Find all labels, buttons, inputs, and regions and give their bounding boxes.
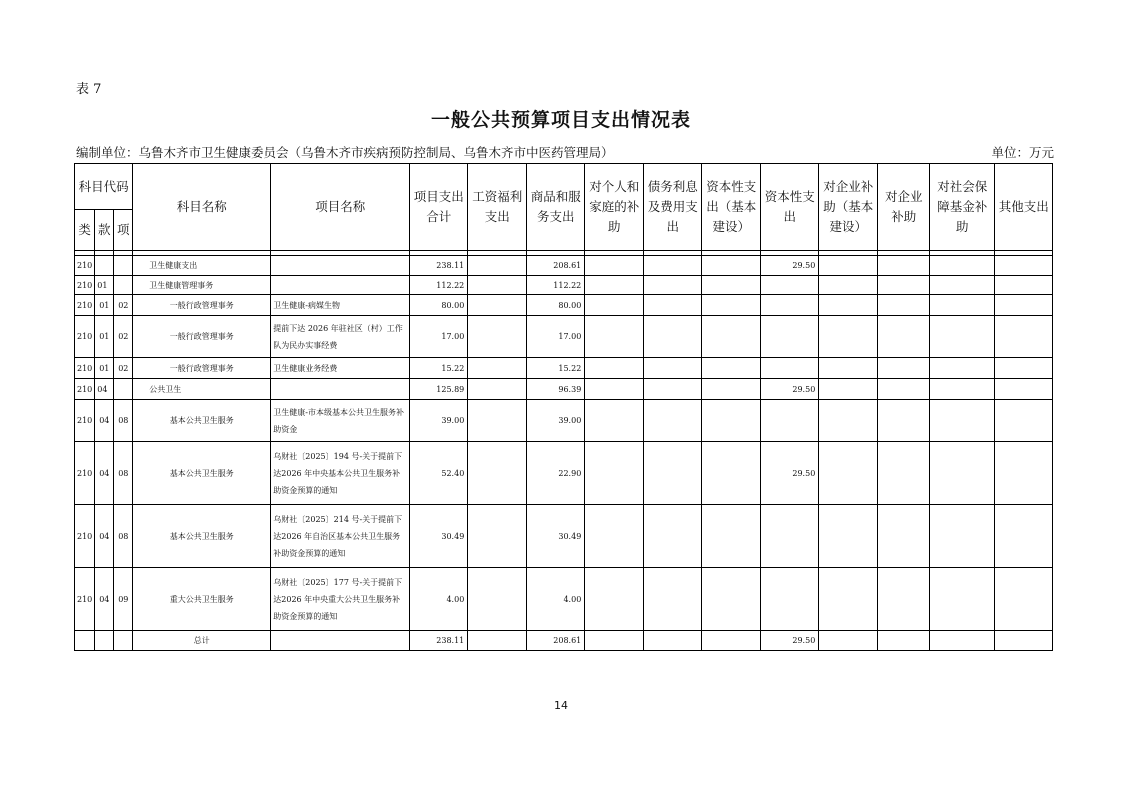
total-row: [75, 631, 1053, 651]
cell-other: [995, 316, 1053, 358]
page-number: 14: [554, 699, 568, 712]
header-lei: 类: [75, 210, 95, 251]
total-capital: 29.50: [761, 631, 819, 651]
cell-personal: [585, 505, 644, 568]
table-row: [75, 379, 1053, 400]
cell-lei: 210: [75, 316, 95, 358]
cell-enterprise: [878, 568, 930, 631]
cell-salary: [468, 358, 527, 379]
cell-salary: [468, 256, 527, 276]
cell-personal: [585, 358, 644, 379]
cell-goods: 22.90: [527, 442, 585, 505]
cell-debt: [644, 442, 702, 505]
cell-enterprise: [878, 256, 930, 276]
cell-enterprise-basic: [819, 400, 878, 442]
cell-other: [995, 568, 1053, 631]
cell-debt: [644, 316, 702, 358]
cell-enterprise-basic: [819, 568, 878, 631]
cell-capital-basic: [702, 379, 761, 400]
cell-xiang: 08: [114, 505, 133, 568]
cell-capital: [761, 316, 819, 358]
cell-other: [995, 505, 1053, 568]
cell-social: [930, 568, 995, 631]
cell-lei: 210: [75, 358, 95, 379]
cell-enterprise-basic: [819, 295, 878, 316]
cell-project: 乌财社〔2025〕177 号-关于提前下达2026 年中央重大公共卫生服务补助资金预算的通知: [271, 568, 410, 631]
cell-capital-basic: [702, 400, 761, 442]
cell-total: 112.22: [410, 276, 468, 295]
cell-lei: 210: [75, 295, 95, 316]
cell-enterprise-basic: [819, 316, 878, 358]
cell-subject: 基本公共卫生服务: [133, 505, 271, 568]
table-row: [75, 568, 1053, 631]
cell-project: 卫生健康-市本级基本公共卫生服务补助资金: [271, 400, 410, 442]
table-number: 表 7: [76, 82, 102, 97]
cell-social: [930, 379, 995, 400]
cell-debt: [644, 505, 702, 568]
table-row: [75, 505, 1053, 568]
cell-personal: [585, 400, 644, 442]
header-goods: 商品和服务支出: [527, 164, 585, 251]
cell-capital: [761, 358, 819, 379]
cell-salary: [468, 505, 527, 568]
cell-xiang: 09: [114, 568, 133, 631]
cell-debt: [644, 400, 702, 442]
cell-xiang: [114, 379, 133, 400]
cell-salary: [468, 316, 527, 358]
cell-xiang: [114, 256, 133, 276]
cell-debt: [644, 276, 702, 295]
cell-subject: 一般行政管理事务: [133, 316, 271, 358]
cell-capital: [761, 276, 819, 295]
cell-kuan: 01: [95, 316, 114, 358]
cell-total: 15.22: [410, 358, 468, 379]
header-project-name: 项目名称: [271, 164, 410, 251]
cell-subject: 重大公共卫生服务: [133, 568, 271, 631]
cell-enterprise: [878, 400, 930, 442]
cell-enterprise: [878, 505, 930, 568]
cell-capital-basic: [702, 568, 761, 631]
cell-kuan: [95, 256, 114, 276]
cell-lei: 210: [75, 276, 95, 295]
cell-total: 17.00: [410, 316, 468, 358]
cell-subject: 基本公共卫生服务: [133, 400, 271, 442]
cell-enterprise: [878, 358, 930, 379]
cell-goods: 208.61: [527, 256, 585, 276]
cell-salary: [468, 400, 527, 442]
header-enterprise-basic: 对企业补助（基本建设）: [819, 164, 878, 251]
cell-kuan: 01: [95, 295, 114, 316]
header-code-group: 科目代码: [75, 164, 133, 210]
cell-capital-basic: [702, 316, 761, 358]
cell-personal: [585, 256, 644, 276]
cell-lei: 210: [75, 505, 95, 568]
cell-capital: [761, 295, 819, 316]
cell-capital: 29.50: [761, 379, 819, 400]
table-row: [75, 442, 1053, 505]
cell-subject: 公共卫生: [133, 379, 271, 400]
cell-kuan: 04: [95, 442, 114, 505]
cell-enterprise-basic: [819, 276, 878, 295]
cell-other: [995, 358, 1053, 379]
cell-goods: 39.00: [527, 400, 585, 442]
header-personal: 对个人和家庭的补助: [585, 164, 644, 251]
cell-other: [995, 442, 1053, 505]
table-row: [75, 358, 1053, 379]
cell-project: [271, 256, 410, 276]
cell-capital-basic: [702, 295, 761, 316]
cell-capital-basic: [702, 276, 761, 295]
cell-debt: [644, 568, 702, 631]
cell-social: [930, 400, 995, 442]
cell-enterprise: [878, 379, 930, 400]
header-capital-basic: 资本性支出（基本建设）: [702, 164, 761, 251]
cell-kuan: 04: [95, 400, 114, 442]
cell-capital-basic: [702, 442, 761, 505]
cell-salary: [468, 442, 527, 505]
cell-total: 39.00: [410, 400, 468, 442]
cell-capital-basic: [702, 256, 761, 276]
cell-project: 提前下达 2026 年驻社区（村）工作队为民办实事经费: [271, 316, 410, 358]
cell-personal: [585, 295, 644, 316]
cell-debt: [644, 379, 702, 400]
cell-capital: [761, 505, 819, 568]
header-other: 其他支出: [995, 164, 1053, 251]
cell-enterprise-basic: [819, 256, 878, 276]
cell-lei: 210: [75, 568, 95, 631]
cell-xiang: [114, 276, 133, 295]
cell-goods: 4.00: [527, 568, 585, 631]
cell-total: 238.11: [410, 256, 468, 276]
cell-enterprise-basic: [819, 379, 878, 400]
cell-xiang: 02: [114, 316, 133, 358]
header-enterprise: 对企业补助: [878, 164, 930, 251]
cell-other: [995, 295, 1053, 316]
cell-debt: [644, 295, 702, 316]
cell-project: 乌财社〔2025〕194 号-关于提前下达2026 年中央基本公共卫生服务补助资金预算的通知: [271, 442, 410, 505]
cell-salary: [468, 276, 527, 295]
cell-goods: 112.22: [527, 276, 585, 295]
header-kuan: 款: [95, 210, 114, 251]
header-subject-name: 科目名称: [133, 164, 271, 251]
cell-goods: 80.00: [527, 295, 585, 316]
cell-enterprise: [878, 442, 930, 505]
cell-project: [271, 276, 410, 295]
cell-goods: 30.49: [527, 505, 585, 568]
cell-total: 125.89: [410, 379, 468, 400]
cell-lei: 210: [75, 379, 95, 400]
cell-capital: [761, 568, 819, 631]
cell-salary: [468, 379, 527, 400]
cell-other: [995, 276, 1053, 295]
header-salary: 工资福利支出: [468, 164, 527, 251]
cell-debt: [644, 256, 702, 276]
cell-enterprise: [878, 295, 930, 316]
cell-capital: 29.50: [761, 442, 819, 505]
cell-project: 卫生健康-病媒生物: [271, 295, 410, 316]
cell-social: [930, 276, 995, 295]
cell-other: [995, 379, 1053, 400]
cell-goods: 17.00: [527, 316, 585, 358]
cell-enterprise: [878, 316, 930, 358]
currency-unit: 单位：万元: [991, 145, 1054, 160]
header-capital: 资本性支出: [761, 164, 819, 251]
cell-xiang: 02: [114, 295, 133, 316]
cell-total: 30.49: [410, 505, 468, 568]
total-goods: 208.61: [527, 631, 585, 651]
total-label: 总计: [133, 631, 271, 651]
budget-table: [74, 163, 1053, 651]
cell-social: [930, 316, 995, 358]
table-row: [75, 276, 1053, 295]
cell-kuan: 04: [95, 568, 114, 631]
cell-personal: [585, 276, 644, 295]
table-row: [75, 316, 1053, 358]
header-debt: 债务利息及费用支出: [644, 164, 702, 251]
cell-other: [995, 400, 1053, 442]
cell-capital-basic: [702, 505, 761, 568]
cell-personal: [585, 316, 644, 358]
cell-goods: 96.39: [527, 379, 585, 400]
cell-project: 卫生健康业务经费: [271, 358, 410, 379]
cell-lei: 210: [75, 442, 95, 505]
cell-enterprise: [878, 276, 930, 295]
cell-salary: [468, 568, 527, 631]
cell-kuan: 01: [95, 276, 114, 295]
cell-enterprise-basic: [819, 505, 878, 568]
total-amount: 238.11: [410, 631, 468, 651]
table-row: [75, 400, 1053, 442]
cell-salary: [468, 295, 527, 316]
page-title: 一般公共预算项目支出情况表: [430, 109, 691, 131]
cell-project: [271, 379, 410, 400]
cell-enterprise-basic: [819, 442, 878, 505]
cell-social: [930, 358, 995, 379]
cell-subject: 一般行政管理事务: [133, 295, 271, 316]
cell-xiang: 08: [114, 400, 133, 442]
cell-other: [995, 256, 1053, 276]
cell-capital: 29.50: [761, 256, 819, 276]
cell-goods: 15.22: [527, 358, 585, 379]
cell-subject: 卫生健康管理事务: [133, 276, 271, 295]
cell-lei: 210: [75, 400, 95, 442]
cell-social: [930, 442, 995, 505]
cell-kuan: 04: [95, 505, 114, 568]
cell-xiang: 02: [114, 358, 133, 379]
cell-debt: [644, 358, 702, 379]
cell-subject: 卫生健康支出: [133, 256, 271, 276]
header-social: 对社会保障基金补助: [930, 164, 995, 251]
cell-subject: 基本公共卫生服务: [133, 442, 271, 505]
cell-kuan: 01: [95, 358, 114, 379]
cell-project: 乌财社〔2025〕214 号-关于提前下达2026 年自治区基本公共卫生服务补助资金预算的通知: [271, 505, 410, 568]
header-total: 项目支出合计: [410, 164, 468, 251]
cell-social: [930, 295, 995, 316]
cell-total: 80.00: [410, 295, 468, 316]
table-row: [75, 256, 1053, 276]
cell-personal: [585, 379, 644, 400]
cell-personal: [585, 568, 644, 631]
cell-total: 4.00: [410, 568, 468, 631]
cell-total: 52.40: [410, 442, 468, 505]
cell-social: [930, 505, 995, 568]
cell-xiang: 08: [114, 442, 133, 505]
cell-kuan: 04: [95, 379, 114, 400]
table-row: [75, 295, 1053, 316]
cell-lei: 210: [75, 256, 95, 276]
cell-subject: 一般行政管理事务: [133, 358, 271, 379]
cell-enterprise-basic: [819, 358, 878, 379]
header-xiang: 项: [114, 210, 133, 251]
cell-capital-basic: [702, 358, 761, 379]
cell-social: [930, 256, 995, 276]
cell-capital: [761, 400, 819, 442]
compiling-unit: 编制单位：乌鲁木齐市卫生健康委员会（乌鲁木齐市疾病预防控制局、乌鲁木齐市中医药管理局）: [76, 145, 614, 160]
cell-personal: [585, 442, 644, 505]
